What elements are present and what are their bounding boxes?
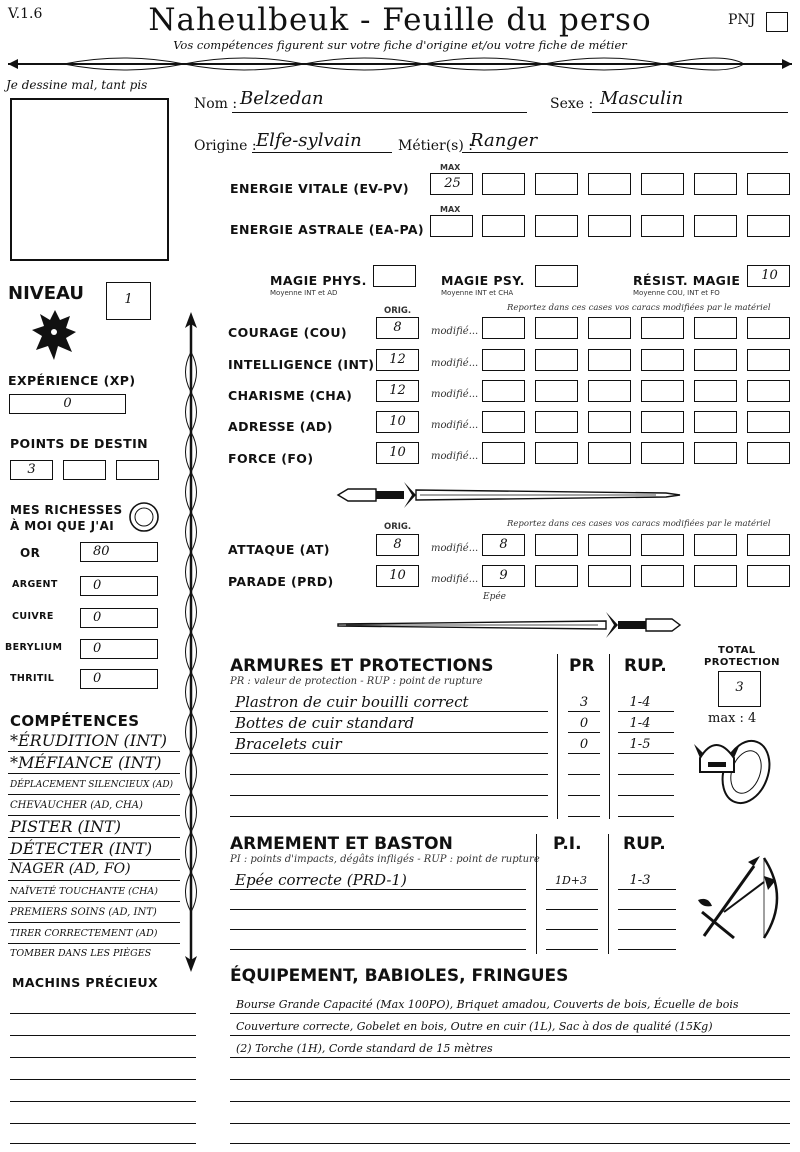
armure-name[interactable]: Bottes de cuir standard bbox=[235, 714, 415, 732]
combat-note: Reportez dans ces cases vos caracs modifiées par le matériel bbox=[507, 519, 771, 529]
argent-box[interactable] bbox=[80, 576, 158, 596]
adresse-mod-box[interactable] bbox=[535, 411, 578, 433]
ev-max-value: 25 bbox=[444, 176, 461, 191]
ev-box[interactable] bbox=[641, 173, 684, 195]
portrait-caption: Je dessine mal, tant pis bbox=[6, 78, 148, 92]
courage-modifie-label: modifié... bbox=[431, 326, 479, 337]
ev-box[interactable] bbox=[482, 173, 525, 195]
ev-label: ENERGIE VITALE (EV-PV) bbox=[230, 181, 409, 196]
attaque-box[interactable] bbox=[376, 534, 419, 556]
charisme-modifie-label: modifié... bbox=[431, 389, 479, 400]
equipement-line[interactable]: Bourse Grande Capacité (Max 100PO), Briquet amadou, Couverts de bois, Écuelle de bois bbox=[236, 998, 739, 1011]
argent-value: 0 bbox=[93, 578, 102, 593]
dragon-icon bbox=[30, 306, 80, 364]
attaque-mod-value: 8 bbox=[499, 537, 508, 552]
courage-mod-box[interactable] bbox=[482, 317, 525, 339]
ea-max-label: MAX bbox=[440, 205, 461, 214]
charisme-mod-box[interactable] bbox=[482, 380, 525, 402]
cuivre-value: 0 bbox=[93, 610, 102, 625]
courage-mod-box[interactable] bbox=[694, 317, 737, 339]
ea-box[interactable] bbox=[747, 215, 790, 237]
page-title: Naheulbeuk - Feuille du perso bbox=[148, 2, 652, 38]
parade-mod-box[interactable] bbox=[747, 565, 790, 587]
armure-pr[interactable]: 3 bbox=[579, 695, 589, 710]
competence-item: PREMIERS SOINS (AD, INT) bbox=[10, 907, 157, 918]
experience-value: 0 bbox=[63, 396, 72, 411]
magie-phys-box[interactable] bbox=[373, 265, 416, 287]
adresse-mod-box[interactable] bbox=[482, 411, 525, 433]
courage-label: COURAGE (COU) bbox=[228, 325, 347, 340]
parade-mod-box[interactable] bbox=[641, 565, 684, 587]
arme-pi[interactable]: 1D+3 bbox=[554, 874, 588, 887]
intelligence-mod-box[interactable] bbox=[588, 349, 631, 371]
adresse-box[interactable] bbox=[376, 411, 419, 433]
armures-sub: PR : valeur de protection - RUP : point de rupture bbox=[230, 676, 483, 687]
intelligence-label: INTELLIGENCE (INT) bbox=[228, 357, 375, 372]
or-label: OR bbox=[20, 546, 41, 560]
courage-mod-box[interactable] bbox=[535, 317, 578, 339]
intelligence-mod-box[interactable] bbox=[641, 349, 684, 371]
charisme-mod-box[interactable] bbox=[747, 380, 790, 402]
magie-psy-label: MAGIE PSY. bbox=[441, 273, 525, 288]
thritil-value: 0 bbox=[93, 671, 102, 686]
ev-box[interactable] bbox=[535, 173, 578, 195]
destin-box[interactable] bbox=[116, 460, 159, 480]
parade-modifie-label: modifié... bbox=[431, 574, 479, 585]
sexe-label: Sexe : bbox=[550, 96, 594, 112]
ev-box[interactable] bbox=[694, 173, 737, 195]
metier-value[interactable]: Ranger bbox=[470, 130, 538, 151]
competence-item: NAÏVETÉ TOUCHANTE (CHA) bbox=[10, 886, 158, 897]
charisme-mod-box[interactable] bbox=[588, 380, 631, 402]
armures-rup-header: RUP. bbox=[624, 656, 667, 676]
total-protection-value: 3 bbox=[735, 680, 744, 695]
coin-icon bbox=[128, 501, 160, 533]
adresse-label: ADRESSE (AD) bbox=[228, 419, 333, 434]
adresse-mod-box[interactable] bbox=[694, 411, 737, 433]
charisme-mod-box[interactable] bbox=[535, 380, 578, 402]
resist-magie-box[interactable] bbox=[747, 265, 790, 287]
ea-box[interactable] bbox=[641, 215, 684, 237]
force-box[interactable] bbox=[376, 442, 419, 464]
machins-title: MACHINS PRÉCIEUX bbox=[12, 975, 159, 990]
header-ornament bbox=[4, 52, 796, 76]
magie-phys-sub: Moyenne INT et AD bbox=[270, 289, 338, 297]
portrait-frame[interactable] bbox=[10, 98, 169, 261]
ev-max-box[interactable] bbox=[430, 173, 473, 195]
armure-name[interactable]: Plastron de cuir bouilli correct bbox=[235, 693, 469, 711]
charisme-mod-box[interactable] bbox=[694, 380, 737, 402]
arme-name[interactable]: Epée correcte (PRD-1) bbox=[235, 871, 407, 889]
adresse-mod-box[interactable] bbox=[641, 411, 684, 433]
caracs-note: Reportez dans ces cases vos caracs modifiées par le matériel bbox=[507, 303, 771, 313]
courage-mod-box[interactable] bbox=[641, 317, 684, 339]
competence-item: *MÉFIANCE (INT) bbox=[10, 753, 162, 772]
destin-label: POINTS DE DESTIN bbox=[10, 436, 149, 451]
version-label: V.1.6 bbox=[8, 6, 43, 22]
force-mod-box[interactable] bbox=[747, 442, 790, 464]
armure-pr[interactable]: 0 bbox=[579, 716, 589, 731]
intelligence-mod-box[interactable] bbox=[535, 349, 578, 371]
or-value: 80 bbox=[93, 544, 110, 559]
force-mod-box[interactable] bbox=[535, 442, 578, 464]
attaque-modifie-label: modifié... bbox=[431, 543, 479, 554]
destin-box[interactable] bbox=[63, 460, 106, 480]
force-label: FORCE (FO) bbox=[228, 451, 314, 466]
courage-value: 8 bbox=[393, 320, 402, 335]
attaque-label: ATTAQUE (AT) bbox=[228, 542, 330, 557]
ea-box[interactable] bbox=[588, 215, 631, 237]
resist-magie-sub: Moyenne COU, INT et FO bbox=[633, 289, 720, 297]
competence-item: PISTER (INT) bbox=[10, 817, 122, 836]
intelligence-modifie-label: modifié... bbox=[431, 358, 479, 369]
adresse-value: 10 bbox=[389, 414, 406, 429]
competence-item: DÉTECTER (INT) bbox=[10, 839, 153, 858]
intelligence-mod-box[interactable] bbox=[482, 349, 525, 371]
force-modifie-label: modifié... bbox=[431, 451, 479, 462]
armure-rup[interactable]: 1-4 bbox=[629, 695, 651, 710]
parade-value: 10 bbox=[389, 568, 406, 583]
cuivre-label: CUIVRE bbox=[12, 611, 54, 622]
weapons-icon bbox=[694, 852, 788, 944]
sexe-value[interactable]: Masculin bbox=[600, 88, 684, 109]
competence-item: TIRER CORRECTEMENT (AD) bbox=[10, 928, 158, 939]
ea-box[interactable] bbox=[535, 215, 578, 237]
magie-phys-label: MAGIE PHYS. bbox=[270, 273, 367, 288]
parade-mod-box[interactable] bbox=[694, 565, 737, 587]
equipement-line[interactable]: Couverture correcte, Gobelet en bois, Outre en cuir (1L), Sac à dos de qualité (15Kg) bbox=[236, 1020, 713, 1033]
attaque-mod-box[interactable] bbox=[482, 534, 525, 556]
adresse-modifie-label: modifié... bbox=[431, 420, 479, 431]
attaque-mod-box[interactable] bbox=[535, 534, 578, 556]
ev-box[interactable] bbox=[588, 173, 631, 195]
richesses-label-2: À MOI QUE J'AI bbox=[10, 519, 115, 533]
resist-magie-value: 10 bbox=[761, 268, 778, 283]
force-mod-box[interactable] bbox=[694, 442, 737, 464]
charisme-mod-box[interactable] bbox=[641, 380, 684, 402]
pnj-label: PNJ bbox=[728, 12, 756, 28]
ev-max-label: MAX bbox=[440, 163, 461, 172]
armement-rup-header: RUP. bbox=[623, 834, 666, 854]
pnj-checkbox[interactable] bbox=[766, 12, 788, 32]
ea-label: ENERGIE ASTRALE (EA-PA) bbox=[230, 222, 425, 237]
armure-name[interactable]: Bracelets cuir bbox=[235, 735, 342, 753]
armure-rup[interactable]: 1-4 bbox=[629, 716, 651, 731]
richesses-label-1: MES RICHESSES bbox=[10, 503, 123, 517]
sword-icon bbox=[336, 478, 682, 512]
armures-title: ARMURES ET PROTECTIONS bbox=[230, 656, 494, 676]
attaque-mod-box[interactable] bbox=[641, 534, 684, 556]
magie-psy-box[interactable] bbox=[535, 265, 578, 287]
ea-max-box[interactable] bbox=[430, 215, 473, 237]
intelligence-mod-box[interactable] bbox=[747, 349, 790, 371]
metier-label: Métier(s) : bbox=[398, 138, 473, 154]
courage-box[interactable] bbox=[376, 317, 419, 339]
origine-value[interactable]: Elfe-sylvain bbox=[256, 130, 362, 151]
experience-label: EXPÉRIENCE (XP) bbox=[8, 373, 136, 388]
attaque-value: 8 bbox=[393, 537, 402, 552]
niveau-label: NIVEAU bbox=[8, 283, 84, 304]
armure-rup[interactable]: 1-5 bbox=[629, 737, 651, 752]
armures-pr-header: PR bbox=[569, 656, 595, 676]
armement-pi-header: P.I. bbox=[553, 834, 582, 854]
competences-title: COMPÉTENCES bbox=[10, 712, 140, 730]
nom-label: Nom : bbox=[194, 96, 238, 112]
attaque-mod-box[interactable] bbox=[747, 534, 790, 556]
competence-item: CHEVAUCHER (AD, CHA) bbox=[10, 800, 143, 811]
competence-item: DÉPLACEMENT SILENCIEUX (AD) bbox=[10, 780, 174, 790]
force-mod-box[interactable] bbox=[588, 442, 631, 464]
or-box[interactable] bbox=[80, 542, 158, 562]
staff-ornament bbox=[178, 312, 204, 972]
caracs-orig-label: ORIG. bbox=[384, 306, 412, 316]
parade-label: PARADE (PRD) bbox=[228, 574, 334, 589]
niveau-box[interactable] bbox=[106, 282, 151, 320]
charisme-value: 12 bbox=[389, 383, 406, 398]
courage-mod-box[interactable] bbox=[588, 317, 631, 339]
parade-weapon-note: Epée bbox=[483, 592, 506, 602]
competence-item: TOMBER DANS LES PIÈGES bbox=[10, 948, 152, 959]
origine-label: Origine : bbox=[194, 138, 257, 154]
force-value: 10 bbox=[389, 445, 406, 460]
argent-label: ARGENT bbox=[12, 579, 58, 590]
charisme-label: CHARISME (CHA) bbox=[228, 388, 353, 403]
charisme-box[interactable] bbox=[376, 380, 419, 402]
intelligence-value: 12 bbox=[389, 352, 406, 367]
equipement-title: ÉQUIPEMENT, BABIOLES, FRINGUES bbox=[230, 966, 569, 986]
parade-mod-box[interactable] bbox=[535, 565, 578, 587]
helmet-shield-icon bbox=[694, 728, 774, 810]
parade-mod-box[interactable] bbox=[588, 565, 631, 587]
arme-rup[interactable]: 1-3 bbox=[629, 873, 651, 888]
attaque-mod-box[interactable] bbox=[588, 534, 631, 556]
adresse-mod-box[interactable] bbox=[747, 411, 790, 433]
resist-magie-label: RÉSIST. MAGIE bbox=[633, 273, 741, 288]
total-protection-label-2: PROTECTION bbox=[704, 657, 780, 668]
force-mod-box[interactable] bbox=[482, 442, 525, 464]
parade-mod-box[interactable] bbox=[482, 565, 525, 587]
berylium-value: 0 bbox=[93, 641, 102, 656]
total-protection-max: max : 4 bbox=[708, 711, 757, 726]
sword-icon bbox=[336, 608, 682, 642]
magie-psy-sub: Moyenne INT et CHA bbox=[441, 289, 514, 297]
thritil-label: THRITIL bbox=[10, 673, 55, 684]
destin-box[interactable] bbox=[10, 460, 53, 480]
attaque-mod-box[interactable] bbox=[694, 534, 737, 556]
armement-sub: PI : points d'impacts, dégâts infligés - RUP : point de rupture bbox=[230, 854, 540, 865]
cuivre-box[interactable] bbox=[80, 608, 158, 628]
parade-box[interactable] bbox=[376, 565, 419, 587]
force-mod-box[interactable] bbox=[641, 442, 684, 464]
total-protection-label-1: TOTAL bbox=[718, 645, 756, 656]
experience-box[interactable] bbox=[9, 394, 126, 414]
combat-orig-label: ORIG. bbox=[384, 522, 412, 532]
ea-box[interactable] bbox=[482, 215, 525, 237]
page-subtitle: Vos compétences figurent sur votre fiche d'origine et/ou votre fiche de métier bbox=[173, 38, 627, 52]
nom-value[interactable]: Belzedan bbox=[240, 88, 324, 109]
equipement-line[interactable]: (2) Torche (1H), Corde standard de 15 mètres bbox=[236, 1042, 493, 1055]
competence-item: *ÉRUDITION (INT) bbox=[10, 731, 168, 750]
ea-box[interactable] bbox=[694, 215, 737, 237]
destin-value: 3 bbox=[27, 462, 36, 477]
intelligence-box[interactable] bbox=[376, 349, 419, 371]
courage-mod-box[interactable] bbox=[747, 317, 790, 339]
intelligence-mod-box[interactable] bbox=[694, 349, 737, 371]
armure-pr[interactable]: 0 bbox=[579, 737, 589, 752]
niveau-value: 1 bbox=[124, 292, 133, 307]
total-protection-box[interactable] bbox=[718, 671, 761, 707]
parade-mod-value: 9 bbox=[499, 568, 508, 583]
adresse-mod-box[interactable] bbox=[588, 411, 631, 433]
armement-title: ARMEMENT ET BASTON bbox=[230, 834, 453, 854]
thritil-box[interactable] bbox=[80, 669, 158, 689]
berylium-label: BERYLIUM bbox=[5, 642, 63, 653]
berylium-box[interactable] bbox=[80, 639, 158, 659]
competence-item: NAGER (AD, FO) bbox=[10, 861, 131, 877]
ev-box[interactable] bbox=[747, 173, 790, 195]
